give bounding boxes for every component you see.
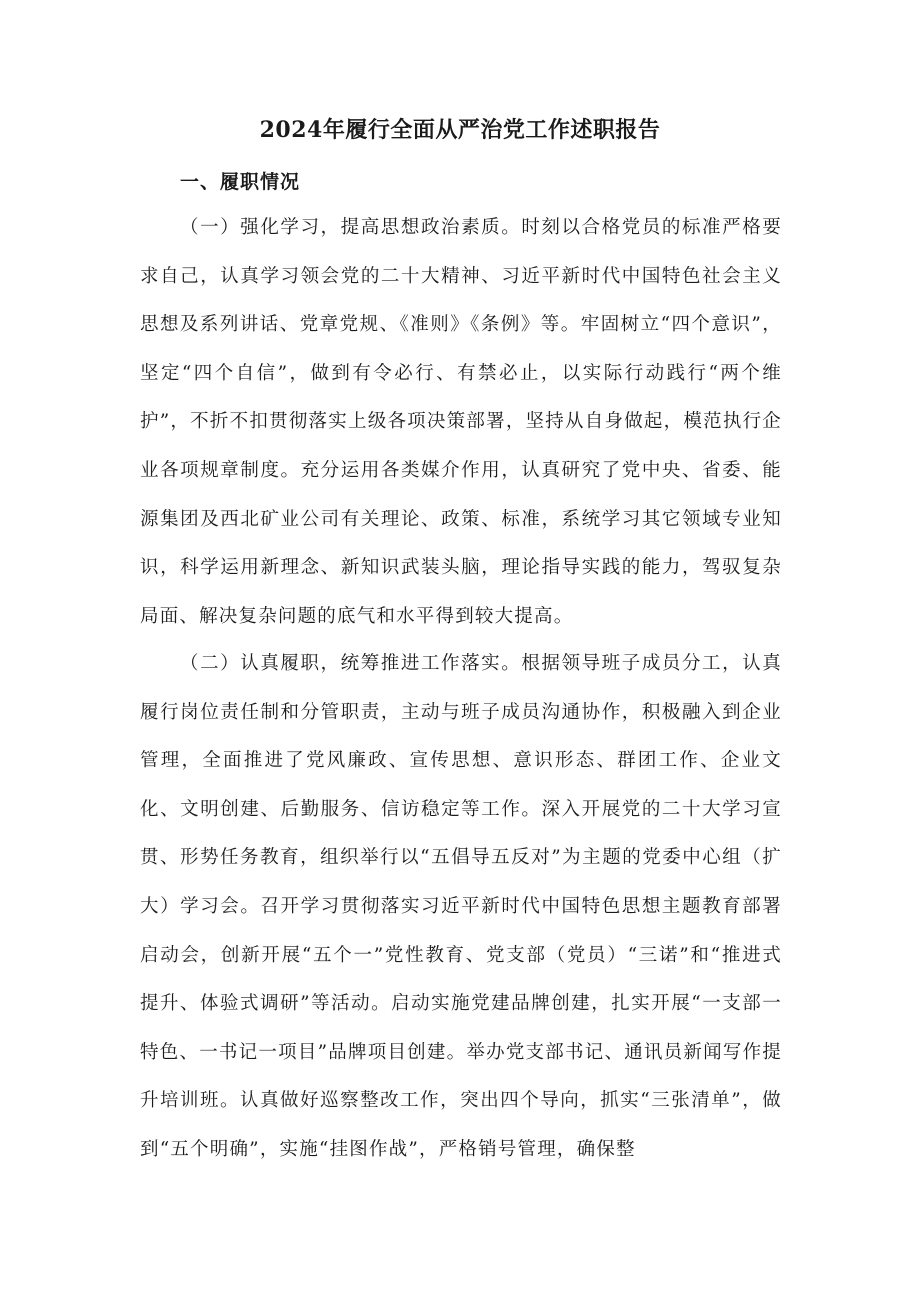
paragraph-duties: （二）认真履职，统筹推进工作落实。根据领导班子成员分工，认真履行岗位责任制和分管职责，主动与班子成员沟通协作，积极融入到企业管理，全面推进了党风廉政、宣传思想、意识形态、群团工作、企业文化、文明创建、后勤服务、信访稳定等工作。深入开展党的二十大学习宣贯、形势任务教育，组织举行以“五倡导五反对”为主题的党委中心组（扩大）学习会。召开学习贯彻落实习近平新时代中国特色思想主题教育部署启动会，创新开展“五个一”党性教育、党支部（党员）“三诺”和“推进式提升、体验式调研”等活动。启动实施党建品牌创建，扎实开展“一支部一特色、一书记一项目”品牌项目创建。举办党支部书记、通讯员新闻写作提升培训班。认真做好巡察整改工作，突出四个导向，抓实“三张清单”，做到“五个明确”，实施“挂图作战”，严格销号管理，确保整 xyxy=(140,653,782,1160)
paragraph-study: （一）强化学习，提高思想政治素质。时刻以合格党员的标准严格要求自己，认真学习领会党的二十大精神、习近平新时代中国特色社会主义思想及系列讲话、党章党规、《准则》《条例》等。牢固树立“四个意识”，坚定“四个自信”，做到有令必行、有禁必止，以实际行动践行“两个维护”，不折不扣贯彻落实上级各项决策部署，坚持从自身做起，模范执行企业各项规章制度。充分运用各类媒介作用，认真研究了党中央、省委、能源集团及西北矿业公司有关理论、政策、标准，系统学习其它领域专业知识，科学运用新理念、新知识武装头脑，理论指导实践的能力，驾驭复杂局面、解决复杂问题的底气和水平得到较大提高。 xyxy=(140,217,782,627)
section-heading: 一、履职情况 xyxy=(180,171,301,193)
document-title: 2024年履行全面从严治党工作述职报告 xyxy=(259,117,661,143)
